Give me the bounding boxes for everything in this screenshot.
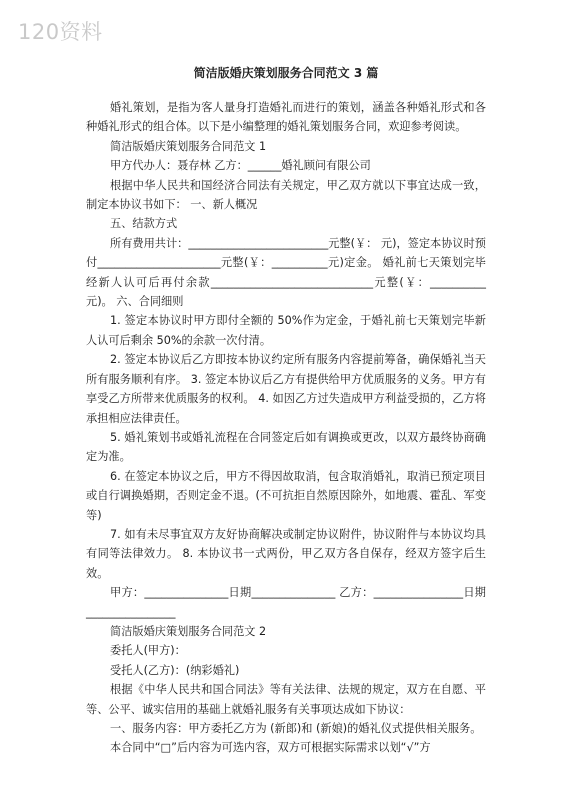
paragraph-basis: 根据中华人民共和国经济合同法有关规定，甲乙双方就以下事宜达成一致，制定本协议书如下： 一、新人概况 [86, 178, 486, 212]
paragraph-intro: 婚礼策划，是指为客人量身打造婚礼而进行的策划，涵盖各种婚礼形式和各种婚礼形式的组合体。以下是小编整理的婚礼策划服务合同，欢迎参考阅读。 [86, 101, 486, 134]
clause-6: 6. 在签定本协议之后，甲方不得因故取消，包含取消婚礼，取消已预定项目或自行调换婚期，否则定金不退。(不可抗拒自然原因除外，如地震、霍乱、军变等) [86, 469, 486, 522]
clause-2-4: 2. 签定本协议后乙方即按本协议约定所有服务内容提前筹备，确保婚礼当天所有服务顺利有序。 3. 签定本协议后乙方有提供给甲方优质服务的义务。甲方有享受乙方所带来优质服务的权利。 4. 如因乙方过失造成甲方利益受损的，乙方将承担相应法律责任。 [86, 353, 486, 425]
client-party: 委托人(甲方)： [110, 644, 186, 658]
clause-5: 5. 婚礼策划书或婚礼流程在合同签定后如有调换或更改，以双方最终协商确定为准。 [86, 430, 486, 464]
paragraph-payment-heading: 五、结款方式 [110, 217, 178, 231]
section-heading-1: 简洁版婚庆策划服务合同范文 1 [110, 139, 267, 153]
paragraph-fees: 所有费用共计：_________________________元整(￥： 元)，签定本协议时预付______________________元整(￥：__________元)定金。 婚礼前七天策划完毕经新人认可后再付余款_____________________________元整(￥：__________元)。 六、合同细则 [86, 236, 486, 309]
contractor-party: 受托人(乙方)：(纳彩婚礼) [110, 663, 240, 677]
paragraph-options-note: 本合同中“□”后内容为可选内容，双方可根据实际需求以划“√”方 [110, 741, 431, 755]
paragraph-service-content: 一、服务内容：甲方委托乙方为 (新郎)和 (新娘)的婚礼仪式提供相关服务。 [110, 722, 482, 735]
document-title: 简洁版婚庆策划服务合同范文 3 篇 [193, 66, 379, 80]
watermark-logo: 120资料 [18, 20, 103, 44]
clause-1: 1. 签定本协议时甲方即付全额的 50%作为定金，于婚礼前七天策划完毕新人认可后剩余 50%的余款一次付清。 [86, 314, 486, 347]
section-heading-2: 简洁版婚庆策划服务合同范文 2 [110, 624, 267, 638]
signature-line: 甲方：_______________日期_______________ 乙方：________________日期________________ [86, 586, 486, 619]
paragraph-legal-basis: 根据《中华人民共和国合同法》等有关法律、法规的规定，双方在自愿、平等、公平、诚实信用的基础上就婚礼服务有关事项达成如下协议： [86, 683, 486, 716]
clause-7-8: 7. 如有未尽事宜双方友好协商解决或制定协议附件，协议附件与本协议均具有同等法律效力。 8. 本协议书一式两份，甲乙双方各自保存，经双方签字后生效。 [86, 527, 486, 580]
document-body [86, 64, 486, 758]
paragraph-parties: 甲方代办人：聂存林 乙方：______婚礼顾问有限公司 [110, 159, 371, 173]
